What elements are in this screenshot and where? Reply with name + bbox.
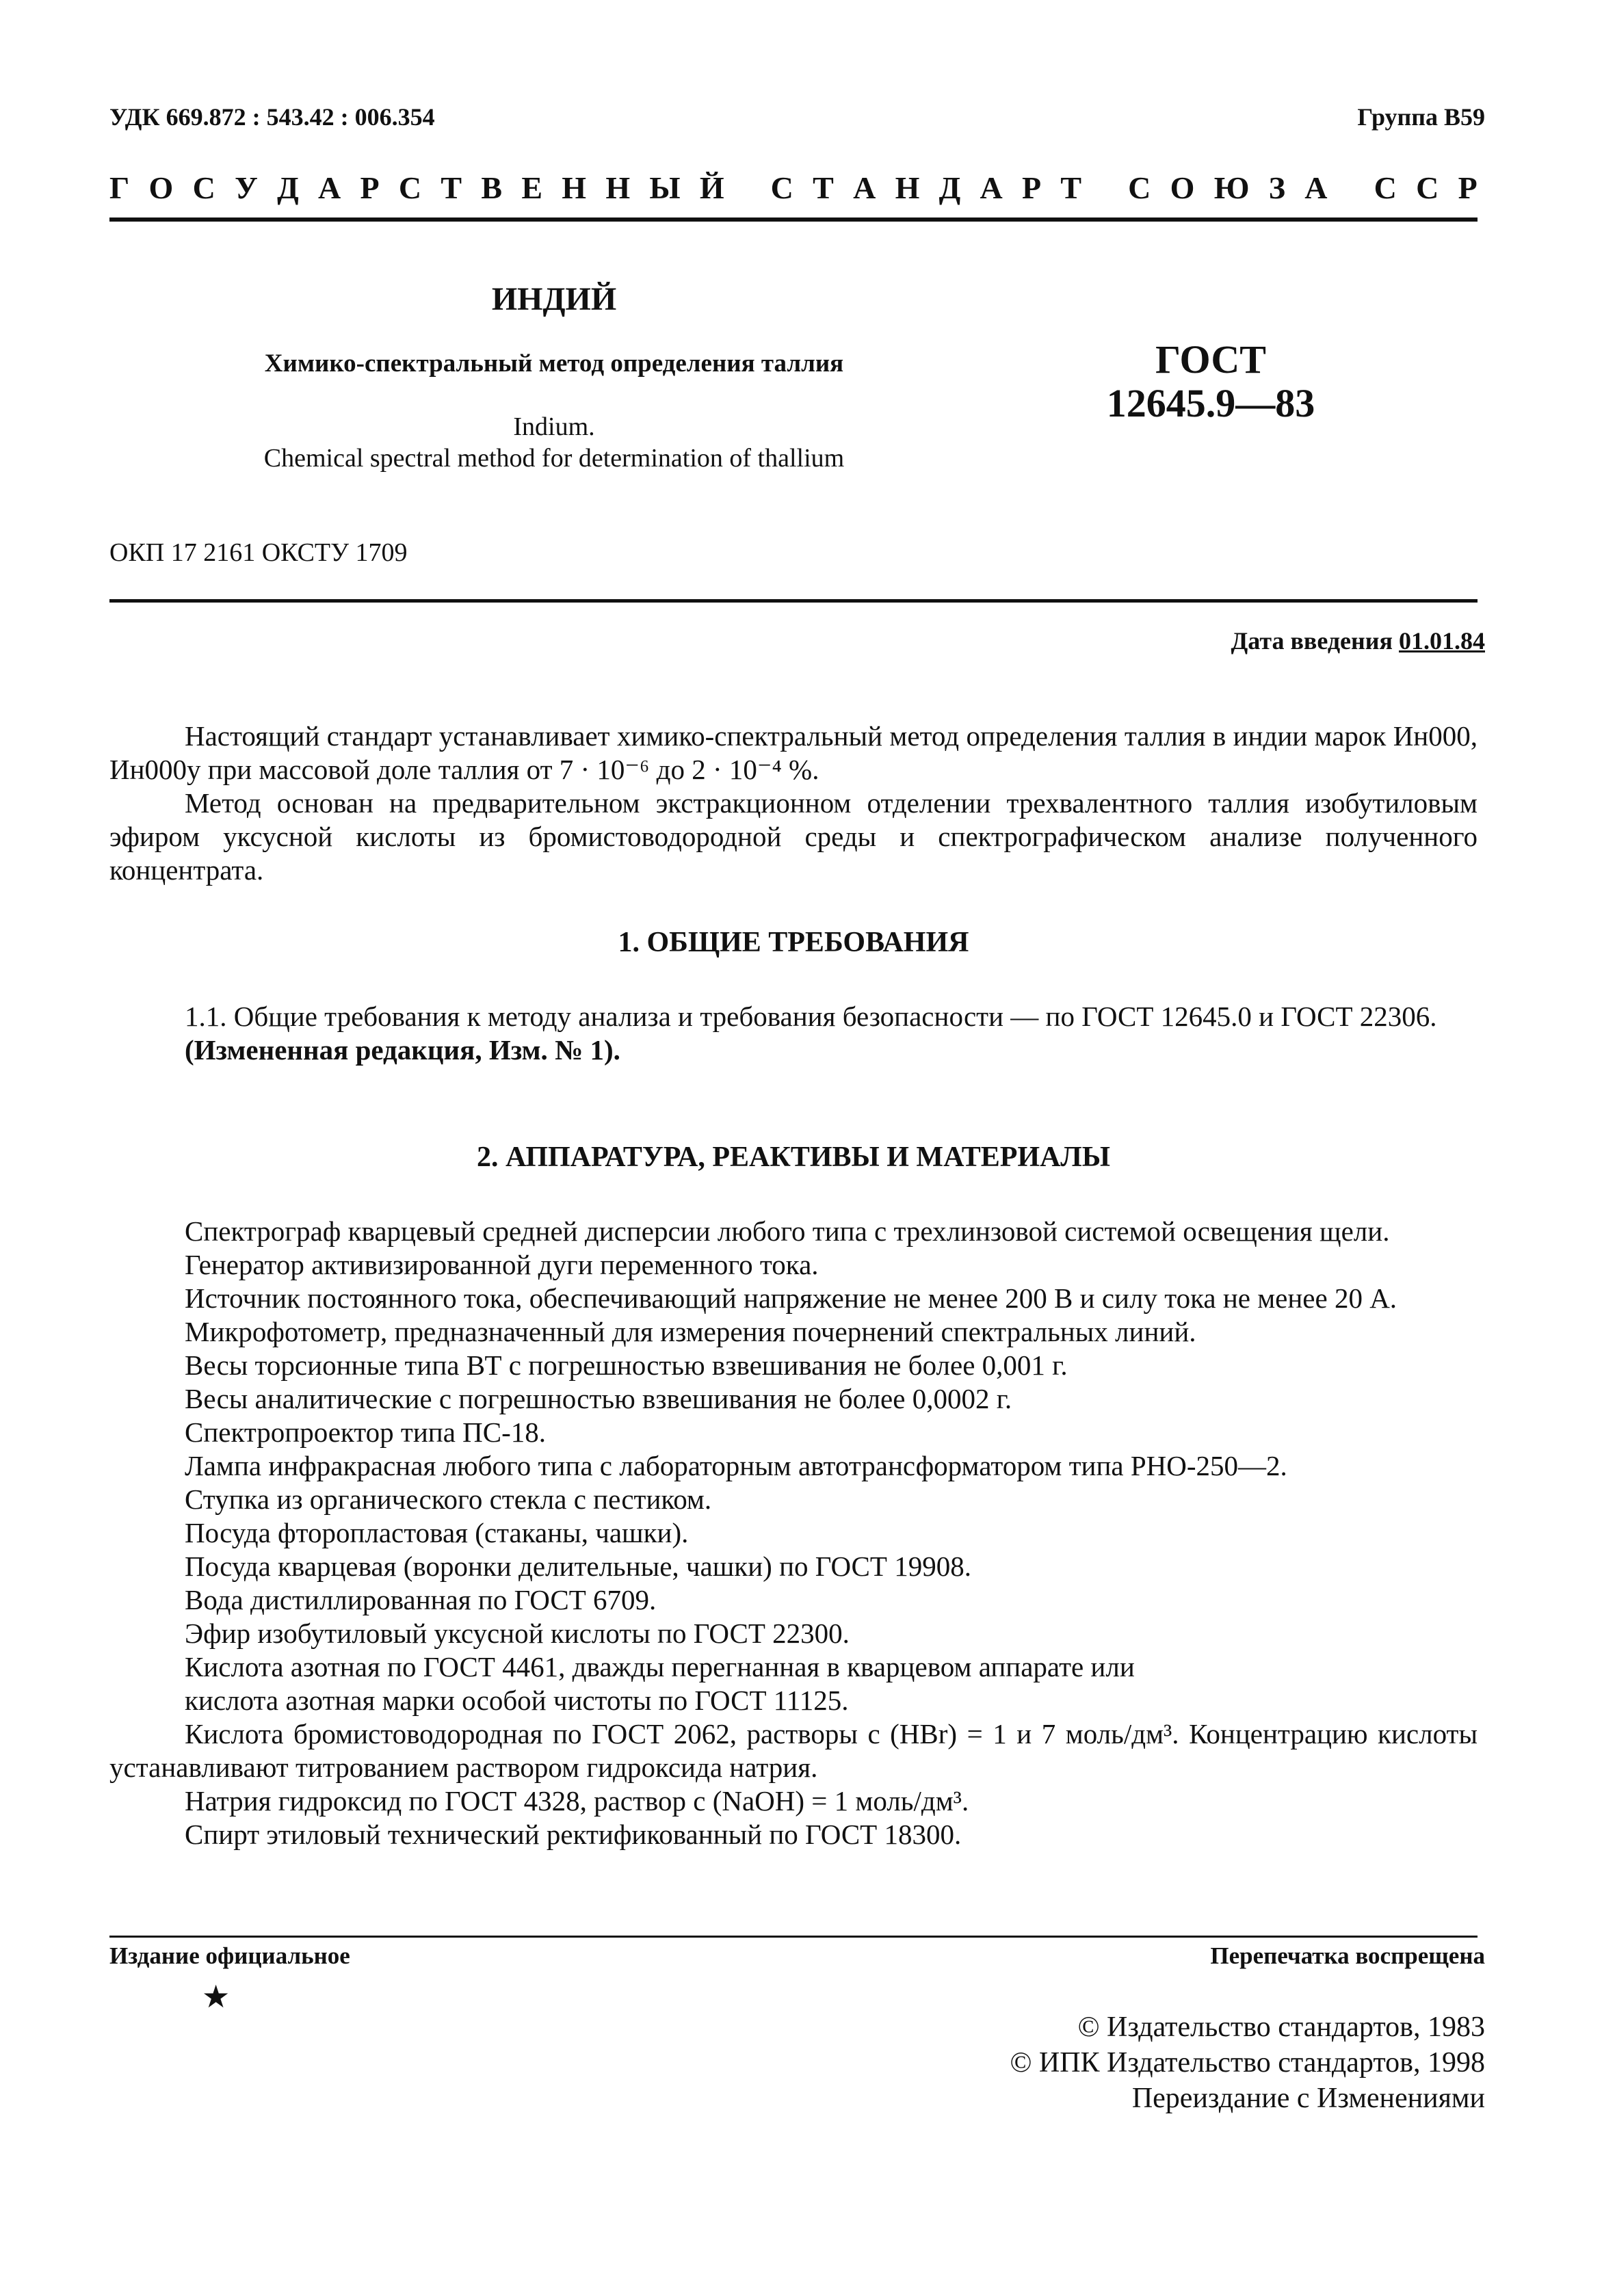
banner-letter: В [481,170,503,205]
banner-letter: Д [277,170,299,205]
banner-letter: Г [109,170,130,205]
material-item: Спектрограф кварцевый средней дисперсии любого типа с трехлинзовой системой освещения щели. [185,1215,1390,1247]
banner-gap [1101,170,1109,206]
copyright-1998: © ИПК Издательство стандартов, 1998 [1010,2047,1485,2079]
standard-banner [109,170,1478,206]
doc-title: ИНДИЙ [491,281,617,317]
banner-letter: С [1128,170,1151,205]
section2-heading: 2. АППАРАТУРА, РЕАКТИВЫ И МАТЕРИАЛЫ [477,1142,1110,1173]
section1-block [109,1000,1478,1067]
material-item: Генератор активизированной дуги переменного тока. [185,1249,819,1280]
material-item: Посуда фторопластовая (стаканы, чашки). [185,1517,689,1548]
section1-heading: 1. ОБЩИЕ ТРЕБОВАНИЯ [618,927,969,958]
group-code: Группа В59 [1357,103,1485,131]
material-item: Лампа инфракрасная любого типа с лабораторным автотрансформатором типа РНО-250—2. [185,1450,1287,1481]
material-item: Микрофотометр, предназначенный для измерения почернений спектральных линий. [185,1316,1196,1347]
banner-letter: А [318,170,341,205]
material-item: Весы торсионные типа ВТ с погрешностью взвешивания не более 0,001 г. [185,1349,1068,1381]
banner-letter: С [398,170,422,205]
banner-letter: О [1170,170,1195,205]
banner-letter: Т [813,170,834,205]
material-item: Кислота азотная по ГОСТ 4461, дважды перегнанная в кварцевом аппарате или [185,1651,1135,1683]
effective-date [1231,626,1486,655]
banner-letter: Р [360,170,380,205]
banner-letter: З [1268,170,1286,205]
banner-rule [109,217,1478,222]
english-title-line1: Indium. [513,412,595,441]
intro-paragraph-1: Настоящий стандарт устанавливает химико-спектральный метод определения таллия в индии марок Ин000, Ин000у при массовой доле таллия от 7 · 10⁻⁶ до 2 · 10⁻⁴ %. [109,720,1478,785]
banner-letter: А [980,170,1003,205]
material-item: Кислота бромистоводородная по ГОСТ 2062, растворы c (HBr) = 1 и 7 моль/дм³. Концентрацию кислоты устанавливают титрованием раствором гидроксида натрия. [109,1718,1478,1783]
banner-letter: У [235,170,258,205]
footer-rule [109,1936,1478,1938]
intro-paragraph-2: Метод основан на предварительном экстракционном отделении трехвалентного таллия изобутиловым эфиром уксусной кислоты из бромистоводородной среды и спектрографическом анализе полученного концентрата. [109,787,1478,886]
official-edition: Издание официальное [109,1942,350,1969]
material-item: Эфир изобутиловый уксусной кислоты по ГОСТ 22300. [185,1618,850,1649]
material-item: Посуда кварцевая (воронки делительные, чашки) по ГОСТ 19908. [185,1551,971,1582]
copyright-1983: © Издательство стандартов, 1983 [1077,2011,1485,2043]
material-item: Натрия гидроксид по ГОСТ 4328, раствор c (NaOH) = 1 моль/дм³. [185,1785,969,1817]
banner-letter: Т [441,170,462,205]
doc-subtitle: Химико-спектральный метод определения таллия [264,349,844,378]
banner-letter: С [1416,170,1439,205]
amendment-note: (Измененная редакция, Изм. № 1). [185,1034,620,1066]
banner-letter: Р [1458,170,1478,205]
material-item: Вода дистиллированная по ГОСТ 6709. [185,1584,657,1615]
material-item: Источник постоянного тока, обеспечивающий напряжение не менее 200 В и силу тока не менее 20 А. [185,1282,1397,1314]
star-icon: ★ [202,1979,231,2014]
banner-letter: С [1374,170,1397,205]
material-item: Весы аналитические с погрешностью взвешивания не более 0,0002 г. [185,1383,1012,1414]
date-label: Дата введения [1231,627,1399,655]
okp-code: ОКП 17 2161 ОКСТУ 1709 [109,538,408,567]
gost-number: 12645.9—83 [1106,381,1315,425]
banner-letter: Д [938,170,961,205]
materials-list [109,1215,1478,1851]
material-item: Спирт этиловый технический ректификованный по ГОСТ 18300. [185,1819,962,1850]
banner-letter: С [770,170,793,205]
banner-gap [744,170,752,206]
english-title-line2: Chemical spectral method for determination of thallium [263,444,845,473]
material-item: Ступка из органического стекла с пестиком. [185,1483,712,1515]
banner-letter: О [148,170,174,205]
banner-gap [1347,170,1355,206]
reprint-prohibited: Перепечатка воспрещена [1210,1942,1485,1969]
banner-letter: Т [1060,170,1082,205]
banner-letter: Й [699,170,724,205]
banner-letter: Н [562,170,587,205]
banner-letter: Ю [1213,170,1250,205]
section1-paragraph: 1.1. Общие требования к методу анализа и требования безопасности — по ГОСТ 12645.0 и ГОСТ 22306. [185,1001,1437,1032]
gost-label: ГОСТ [1155,337,1266,382]
banner-letter: Н [895,170,920,205]
material-item: Спектропроектор типа ПС-18. [185,1416,547,1448]
udc-code: УДК 669.872 : 543.42 : 006.354 [109,103,435,131]
banner-letter: Н [605,170,631,205]
reissue-note: Переиздание с Изменениями [1131,2083,1485,2114]
intro-block [109,720,1478,887]
banner-letter: А [1304,170,1328,205]
banner-letter: Е [521,170,543,205]
title-rule [109,599,1478,603]
banner-letter: А [853,170,876,205]
banner-letter: Ы [649,170,681,205]
material-item: кислота азотная марки особой чистоты по ГОСТ 11125. [185,1685,849,1716]
banner-letter: Р [1022,170,1042,205]
banner-letter: С [192,170,215,205]
date-value: 01.01.84 [1399,627,1485,655]
